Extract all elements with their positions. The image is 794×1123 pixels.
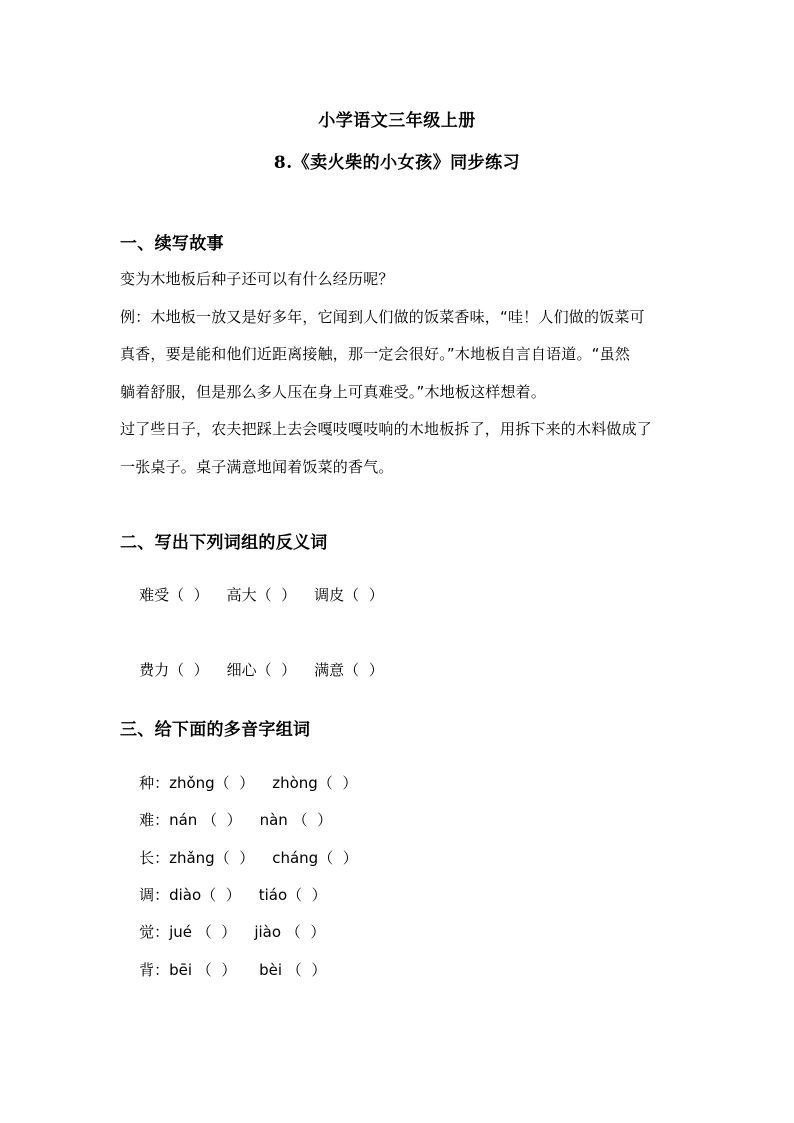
polyphone-reading-a: bēi （ ） xyxy=(169,961,237,979)
polyphone-reading-b: tiáo（ ） xyxy=(258,886,327,904)
polyphone-reading-a: nán （ ） xyxy=(169,811,242,829)
antonym-item: 调皮（ ） xyxy=(314,586,384,604)
polyphone-char: 难： xyxy=(139,811,170,829)
polyphone-char: 觉： xyxy=(139,923,170,941)
section1-example-line: 过了些日子，农夫把踩上去会嘎吱嘎吱响的木地板拆了，用拆下来的木料做成了 xyxy=(120,420,653,438)
polyphone-reading-b: bèi （ ） xyxy=(254,961,327,979)
polyphone-char: 种： xyxy=(139,774,170,792)
antonym-item: 费力（ ） xyxy=(139,661,209,679)
section1-heading: 一、续写故事 xyxy=(120,234,224,254)
polyphone-reading-a: zhǒng（ ） xyxy=(169,774,255,792)
polyphone-reading-b: nàn （ ） xyxy=(259,811,333,829)
section1-example-line: 真香，要是能和他们近距离接触，那一定会很好。”木地板自言自语道。“虽然 xyxy=(120,345,631,363)
antonym-item: 高大（ ） xyxy=(226,586,297,604)
polyphone-reading-a: zhǎng（ ） xyxy=(169,849,255,867)
polyphone-reading-b: zhòng（ ） xyxy=(272,774,358,792)
page-subtitle: 8.《卖火柴的小女孩》同步练习 xyxy=(273,153,521,173)
polyphone-char: 长： xyxy=(139,849,170,867)
section2-heading: 二、写出下列词组的反义词 xyxy=(120,533,328,553)
polyphone-row xyxy=(120,941,326,998)
antonym-item: 满意（ ） xyxy=(314,661,384,679)
section1-example-line: 一张桌子。桌子满意地闻着饭菜的香气。 xyxy=(120,457,394,476)
antonym-item: 细心（ ） xyxy=(226,661,297,679)
polyphone-reading-b: jiào （ ） xyxy=(254,923,326,941)
section1-body xyxy=(120,261,680,486)
section1-example-line: 躺着舒服，但是那么多人压在身上可真难受。”木地板这样想着。 xyxy=(120,382,547,401)
polyphone-reading-a: diào（ ） xyxy=(169,886,241,904)
polyphone-reading-a: jué （ ） xyxy=(169,923,237,941)
polyphone-char: 调： xyxy=(139,886,170,904)
polyphone-reading-b: cháng（ ） xyxy=(272,849,358,867)
antonym-row xyxy=(120,641,384,698)
section1-prompt: 变为木地板后种子还可以有什么经历呢？ xyxy=(120,270,394,288)
polyphone-char: 背： xyxy=(139,961,170,979)
antonym-row xyxy=(120,566,384,623)
antonym-item: 难受（ ） xyxy=(139,586,209,604)
section3-heading: 三、给下面的多音字组词 xyxy=(120,720,311,740)
section1-example-line: 例：木地板一放又是好多年，它闻到人们做的饭菜香味，“哇！人们做的饭菜可 xyxy=(120,307,645,326)
page-title: 小学语文三年级上册 xyxy=(318,111,476,131)
